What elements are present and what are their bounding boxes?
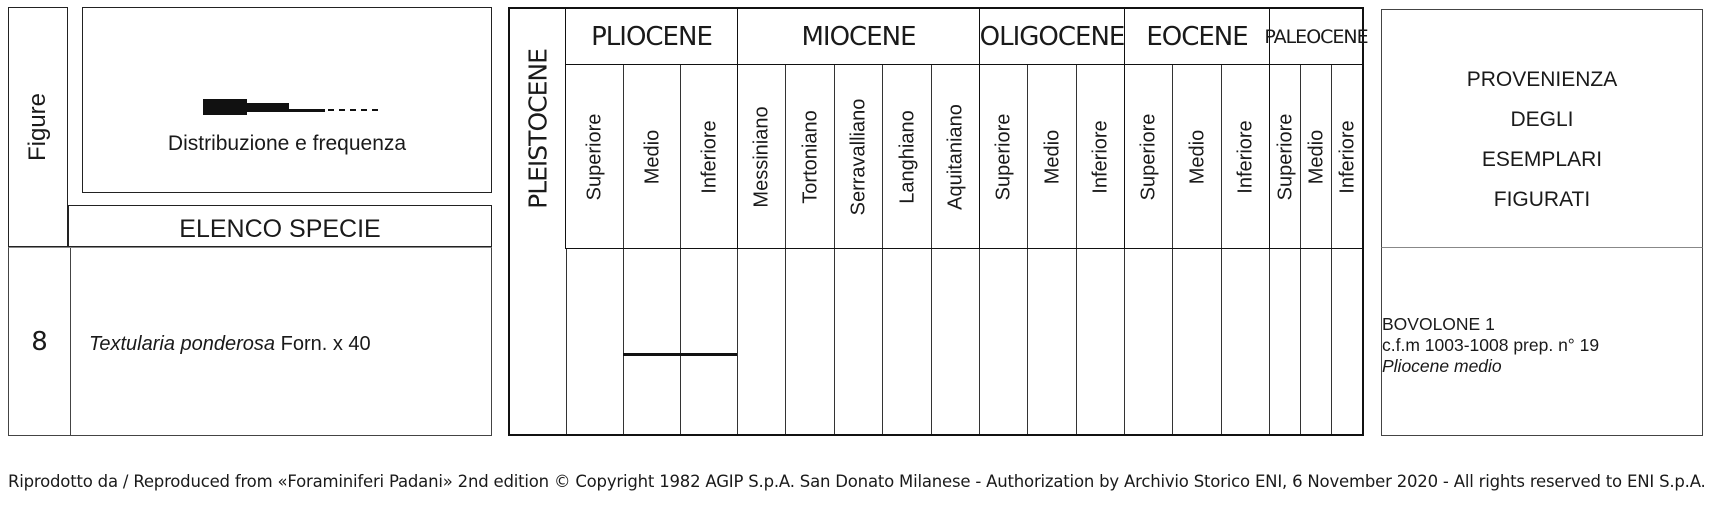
species-list-header	[68, 205, 492, 247]
legend-box	[82, 7, 492, 193]
species-name-italic: Textularia ponderosa	[89, 333, 276, 355]
figure-number: 8	[31, 326, 48, 357]
sub-miocene-aquitaniano: Aquitaniano	[931, 65, 980, 248]
figure-header-label: Figure	[24, 92, 51, 162]
epoch-paleocene: PALEOCENE	[1269, 9, 1362, 65]
figure-header-cell	[8, 7, 68, 247]
epoch-eocene: EOCENE	[1124, 9, 1269, 65]
epoch-header-row	[566, 9, 1368, 65]
sub-paleocene-inferiore: Inferiore	[1331, 65, 1363, 248]
sub-oligocene-medio: Medio	[1027, 65, 1077, 248]
sub-pliocene-medio: Medio	[623, 65, 681, 248]
provenance-header	[1381, 9, 1703, 247]
pleistocene-column	[510, 9, 566, 249]
species-author-magnification: Forn. x 40	[275, 333, 371, 355]
provenance-sample: c.f.m 1003-1008 prep. n° 19	[1382, 335, 1600, 355]
provenance-line-1: PROVENIENZA	[1466, 68, 1618, 91]
provenance-site: BOVOLONE 1	[1382, 314, 1495, 334]
frequency-bar-graphic	[203, 95, 378, 119]
epoch-pliocene: PLIOCENE	[591, 22, 712, 52]
sub-paleocene-superiore: Superiore	[1269, 65, 1301, 248]
epoch-oligocene: OLIGOCENE	[979, 9, 1124, 65]
sub-eocene-inferiore: Inferiore	[1221, 65, 1270, 248]
provenance-age: Pliocene medio	[1382, 356, 1502, 376]
distribution-line	[623, 353, 737, 356]
figure-number-cell	[9, 248, 71, 435]
species-name-cell	[89, 333, 371, 356]
sub-miocene-langhiano: Langhiano	[882, 65, 932, 248]
subdivision-header-row	[566, 65, 1362, 249]
sub-oligocene-inferiore: Inferiore	[1076, 65, 1125, 248]
provenance-line-4: FIGURATI	[1493, 188, 1591, 211]
provenance-line-2: DEGLI	[1510, 108, 1574, 131]
stratigraphy-table	[508, 7, 1368, 436]
copyright-footer: Riprodotto da / Reproduced from «Foraminiferi Padani» 2nd edition © Copyright 1982 AGIP S.p.A. San Donato Milanese - Authorization by Archivio Storico ENI, 6 November 2020 - All rights reserved to ENI S.p.A.	[8, 472, 1706, 491]
distribution-grid	[566, 249, 1362, 434]
sub-eocene-medio: Medio	[1172, 65, 1222, 248]
sub-miocene-messiniano: Messiniano	[737, 65, 786, 248]
sub-miocene-tortoniano: Tortoniano	[785, 65, 835, 248]
sub-eocene-superiore: Superiore	[1124, 65, 1173, 248]
provenance-line-3: ESEMPLARI	[1481, 148, 1603, 171]
entry-row-left	[8, 247, 492, 436]
sub-pliocene-inferiore: Inferiore	[680, 65, 738, 248]
sub-pliocene-superiore: Superiore	[583, 113, 605, 200]
provenance-entry	[1381, 247, 1703, 436]
species-list-label: ELENCO SPECIE	[179, 215, 381, 243]
sub-oligocene-superiore: Superiore	[979, 65, 1028, 248]
epoch-miocene: MIOCENE	[737, 9, 979, 65]
sub-miocene-serravalliano: Serravalliano	[834, 65, 883, 248]
legend-caption: Distribuzione e frequenza	[167, 132, 407, 155]
sub-paleocene-medio: Medio	[1300, 65, 1332, 248]
pleistocene-label: PLEISTOCENE	[523, 49, 552, 209]
